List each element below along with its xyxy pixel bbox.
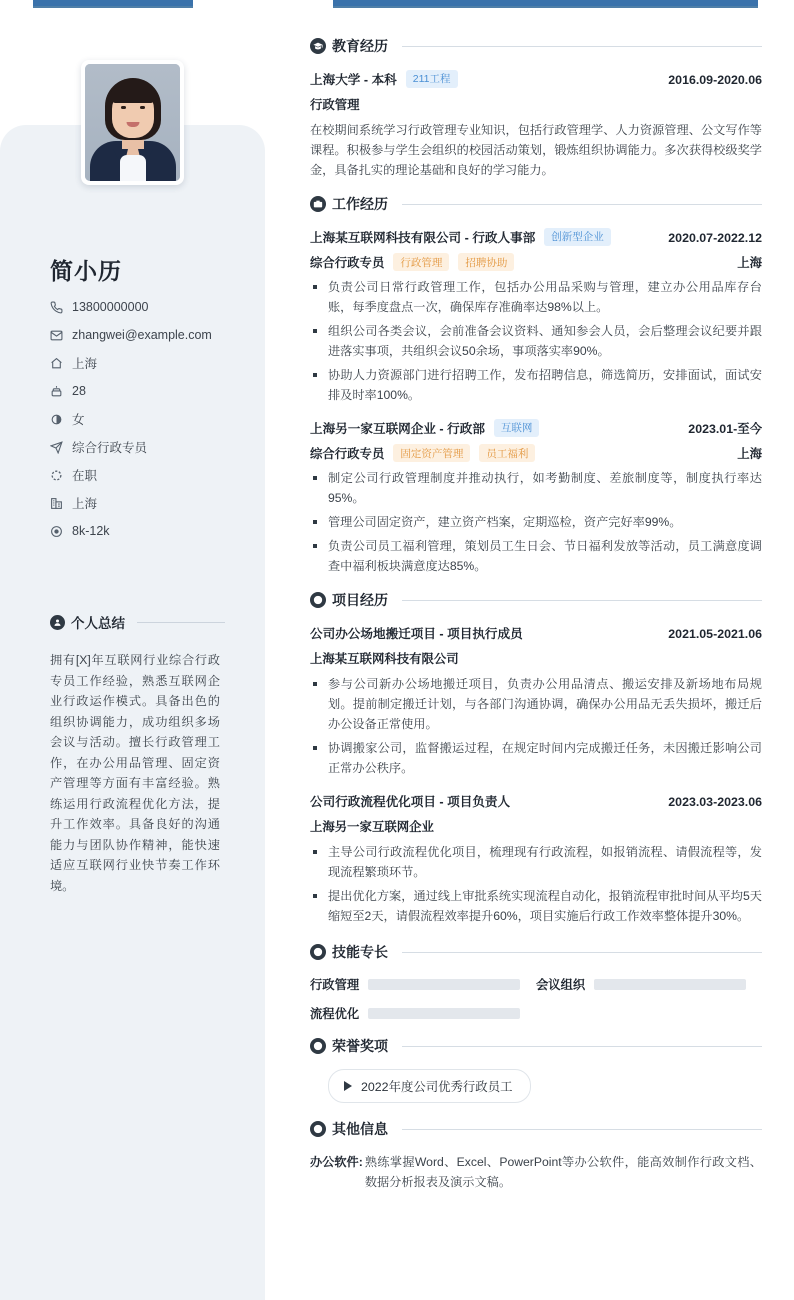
section-title: 荣誉奖项: [332, 1038, 388, 1054]
contact-value: 在职: [72, 469, 98, 483]
education-description: 在校期间系统学习行政管理专业知识，包括行政管理学、人力资源管理、公文写作等课程。积极参与学生会组织的校园活动策划，锻炼组织协调能力。多次获得校级奖学金，具备扎实的理论基础和良好的学习能力。: [310, 123, 762, 177]
project-name: 公司办公场地搬迁项目 - 项目执行成员: [310, 627, 523, 641]
bullet-item: 参与公司新办公场地搬迁项目，负责办公用品清点、搬运安排及新场地布局规划。提前制定搬迁计划，与各部门沟通协调，确保办公用品无丢失损坏，搬迁后办公设备正常使用。: [310, 674, 762, 734]
other-info-value: 熟练掌握Word、Excel、PowerPoint等办公软件，能高效制作行政文档、数据分析报表及演示文稿。: [364, 1155, 762, 1189]
education-tag: 211工程: [406, 70, 458, 88]
work-date: 2020.07-2022.12: [668, 231, 762, 245]
work-entry: [310, 227, 762, 405]
divider: [137, 622, 225, 623]
section-title: 技能专长: [332, 944, 388, 960]
other-info-row: [310, 1152, 762, 1192]
project-company: 上海另一家互联网企业: [310, 820, 434, 834]
trophy-icon: [310, 1038, 326, 1054]
contact-value: zhangwei@example.com: [72, 328, 212, 342]
skill-bar-track: [368, 1008, 520, 1019]
contact-value: 女: [72, 413, 85, 427]
section-title: 个人总结: [71, 616, 125, 631]
contact-item-status: [50, 461, 250, 489]
project-grid-icon: [310, 592, 326, 608]
section-skills: [310, 942, 762, 1022]
bullet-item: 负责公司员工福利管理，策划员工生日会、节日福利发放等活动，员工满意度调查中福利板块满意度达85%。: [310, 536, 762, 576]
contact-value: 8k-12k: [72, 524, 110, 538]
award-item[interactable]: [328, 1069, 531, 1103]
skill-tag: 行政管理: [393, 253, 449, 271]
building-icon: [50, 497, 72, 510]
divider: [402, 204, 762, 205]
section-title: 项目经历: [332, 592, 388, 608]
contact-item-age: [50, 377, 250, 405]
summary-text: 拥有[X]年互联网行业综合行政专员工作经验，熟悉互联网企业行政运作模式。具备出色的组织协调能力，成功组织多场会议与活动。擅长行政管理工作，在办公用品管理、固定资产管理等方面有丰富经验。熟练运用行政流程优化方法，提升工作效率。具备良好的沟通能力与团队协作精神，能快速适应互联网行业快节奏工作环境。: [50, 653, 220, 893]
divider: [402, 1129, 762, 1130]
skill-name: 流程优化: [310, 1007, 360, 1021]
award-label: 2022年度公司优秀行政员工: [361, 1080, 513, 1094]
section-title: 其他信息: [332, 1121, 388, 1137]
envelope-icon: [50, 329, 72, 342]
contact-item-role: [50, 433, 250, 461]
bullet-item: 组织公司各类会议，会前准备会议资料、通知参会人员，会后整理会议纪要并跟进落实事项，共组织会议50余场，事项落实率90%。: [310, 321, 762, 361]
section-header-awards: [310, 1036, 762, 1056]
section-title: 工作经历: [332, 196, 388, 212]
project-date: 2021.05-2021.06: [668, 627, 762, 641]
project-date: 2023.03-2023.06: [668, 795, 762, 809]
phone-icon: [50, 301, 72, 314]
work-location: 上海: [737, 256, 762, 270]
job-position: 综合行政专员: [310, 447, 385, 461]
status-ring-icon: [50, 469, 72, 482]
section-projects: [310, 590, 762, 926]
education-major: 行政管理: [310, 98, 360, 112]
skill-name: 行政管理: [310, 978, 360, 992]
bullet-item: 提出优化方案，通过线上审批系统实现流程自动化，报销流程审批时间从平均5天缩短至2天，请假流程效率提升60%，项目实施后行政工作效率整体提升30%。: [310, 886, 762, 926]
chart-bar-icon: [310, 944, 326, 960]
cake-icon: [50, 385, 72, 398]
avatar: [81, 60, 184, 185]
target-icon: [50, 525, 72, 538]
top-accent-bar-right: [333, 0, 758, 8]
briefcase-icon: [310, 196, 326, 212]
project-company: 上海某互联网科技有限公司: [310, 652, 459, 666]
contact-item-location: [50, 349, 250, 377]
skill-item: [310, 1004, 520, 1022]
section-header-education: [310, 36, 762, 56]
contact-value: 上海: [72, 357, 98, 371]
contact-list: [50, 293, 250, 545]
skill-list: [310, 975, 762, 1022]
play-triangle-icon: [344, 1081, 352, 1091]
skill-tag: 招聘协助: [458, 253, 514, 271]
company-tag: 互联网: [494, 419, 540, 437]
info-circle-icon: [310, 1121, 326, 1137]
section-header-summary: [50, 612, 225, 632]
home-icon: [50, 357, 72, 370]
section-header-skills: [310, 942, 762, 962]
bullet-item: 主导公司行政流程优化项目，梳理现有行政流程，如报销流程、请假流程等，发现流程繁琐环节。: [310, 842, 762, 882]
company-name: 上海某互联网科技有限公司 - 行政人事部: [310, 231, 536, 245]
contact-value: 28: [72, 384, 86, 398]
company-name: 上海另一家互联网企业 - 行政部: [310, 422, 485, 436]
section-header-work: [310, 194, 762, 214]
project-entry: [310, 791, 762, 926]
other-info-label: 办公软件:: [310, 1155, 363, 1169]
company-tag: 创新型企业: [544, 228, 611, 246]
profile-photo: [85, 64, 180, 181]
work-bullets: [310, 468, 762, 576]
contact-item-gender: [50, 405, 250, 433]
section-header-projects: [310, 590, 762, 610]
job-position: 综合行政专员: [310, 256, 385, 270]
education-entry: [310, 69, 762, 180]
project-bullets: [310, 842, 762, 926]
project-name: 公司行政流程优化项目 - 项目负责人: [310, 795, 511, 809]
section-work: [310, 194, 762, 576]
section-title: 教育经历: [332, 38, 388, 54]
contact-item-email: [50, 321, 250, 349]
contact-value: 13800000000: [72, 300, 149, 314]
bullet-item: 制定公司行政管理制度并推动执行，如考勤制度、差旅制度等，制度执行率达95%。: [310, 468, 762, 508]
skill-item: [536, 975, 746, 993]
divider: [402, 952, 762, 953]
skill-tag: 员工福利: [479, 444, 535, 462]
contact-item-company-city: [50, 489, 250, 517]
work-date: 2023.01-至今: [688, 422, 762, 436]
contact-value: 综合行政专员: [72, 441, 148, 455]
bullet-item: 协调搬家公司，监督搬运过程，在规定时间内完成搬迁任务，未因搬迁影响公司正常办公秩序。: [310, 738, 762, 778]
project-bullets: [310, 674, 762, 778]
skill-tag: 固定资产管理: [393, 444, 470, 462]
work-entry: [310, 418, 762, 576]
project-entry: [310, 623, 762, 778]
contact-item-phone: [50, 293, 250, 321]
school-name: 上海大学 - 本科: [310, 73, 397, 87]
divider: [402, 600, 762, 601]
bullet-item: 管理公司固定资产，建立资产档案，定期巡检，资产完好率99%。: [310, 512, 762, 532]
section-education: [310, 36, 762, 180]
user-circle-icon: [50, 615, 65, 630]
section-awards: [310, 1036, 762, 1109]
skill-bar-track: [368, 979, 520, 990]
page-title: 简小历: [50, 258, 122, 284]
skill-name: 会议组织: [536, 978, 586, 992]
graduation-cap-icon: [310, 38, 326, 54]
work-bullets: [310, 277, 762, 405]
section-header-other: [310, 1119, 762, 1139]
education-date: 2016.09-2020.06: [668, 73, 762, 87]
section-other: [310, 1119, 762, 1192]
work-location: 上海: [737, 447, 762, 461]
skill-bar-track: [594, 979, 746, 990]
main-content: [310, 36, 762, 1196]
divider: [402, 1046, 762, 1047]
paper-plane-icon: [50, 441, 72, 454]
bullet-item: 协助人力资源部门进行招聘工作，发布招聘信息，筛选简历，安排面试，面试安排及时率100%。: [310, 365, 762, 405]
skill-item: [310, 975, 520, 993]
gender-icon: [50, 413, 72, 426]
contact-item-salary: [50, 517, 250, 545]
bullet-item: 负责公司日常行政管理工作，包括办公用品采购与管理，建立办公用品库存台账，每季度盘点一次，确保库存准确率达98%以上。: [310, 277, 762, 317]
divider: [402, 46, 762, 47]
top-accent-bar-left: [33, 0, 193, 8]
contact-value: 上海: [72, 497, 98, 511]
